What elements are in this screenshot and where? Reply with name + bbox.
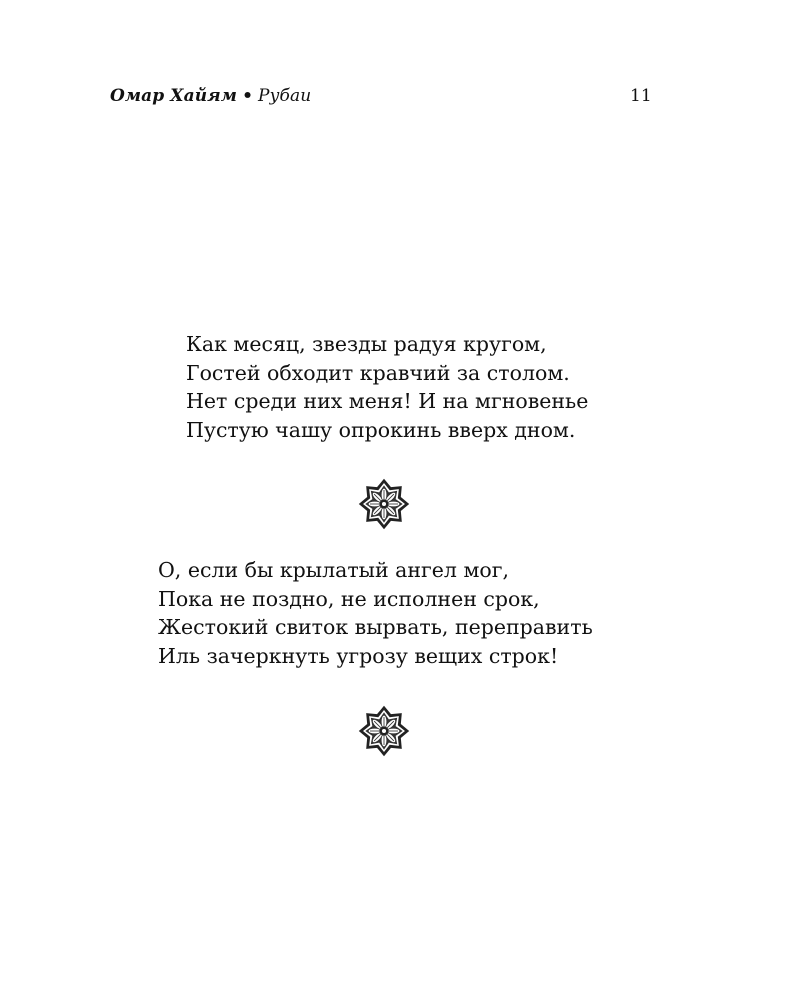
floral-star-ornament-icon: [356, 476, 412, 532]
verse-line: Пока не поздно, не исполнен срок,: [158, 586, 540, 611]
header-book-title: Рубаи: [258, 86, 312, 106]
running-header: [110, 86, 311, 106]
page-number: 11: [630, 86, 652, 106]
verse-line: Иль зачеркнуть угрозу вещих строк!: [158, 644, 559, 669]
floral-star-ornament-icon: [356, 703, 412, 759]
verse-line: Жестокий свиток вырвать, переправить: [158, 615, 593, 640]
verse-line: О, если бы крылатый ангел мог,: [158, 558, 510, 582]
verse-line: Как месяц, звезды радуя кругом,: [186, 332, 547, 356]
verse-line: Нет среди них меня! И на мгновенье: [186, 389, 589, 414]
verse-line: Гостей обходит кравчий за столом.: [186, 360, 570, 385]
header-author: Омар Хайям: [110, 86, 238, 106]
verse-line: Пустую чашу опрокинь вверх дном.: [186, 418, 576, 443]
header-separator: •: [242, 86, 254, 106]
stanza: [186, 330, 588, 445]
stanza: [158, 556, 593, 671]
